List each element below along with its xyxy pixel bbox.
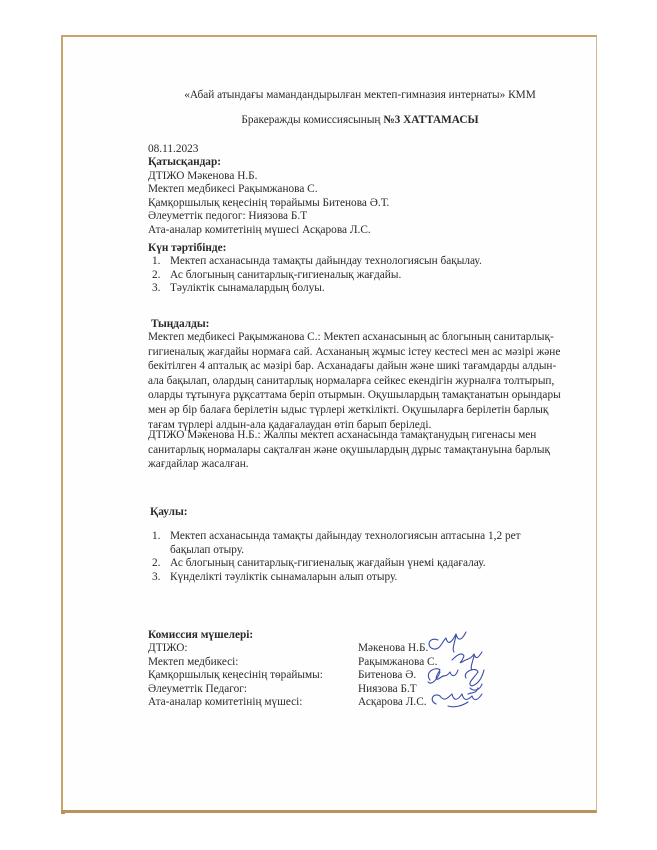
item-text: Ас блогының санитарлық-гигиеналық жағдайын үнемі қадағалау. [170, 557, 486, 570]
agenda-item [152, 282, 482, 296]
signatures [418, 622, 528, 722]
heard-heading: Тыңдалды: [151, 318, 210, 330]
member-role: ДТІЖО: [148, 642, 188, 654]
item-number: 3. [152, 282, 161, 295]
resolved-heading: Қаулы: [150, 506, 188, 518]
participants-section [148, 156, 389, 238]
agenda-heading: Күн тәртібінде: [148, 242, 227, 254]
item-text: Ас блогының санитарлық-гигиеналық жағдайы. [170, 268, 402, 281]
item-number: 2. [152, 268, 161, 281]
resolved-item [152, 557, 562, 571]
member-name: Асқарова Л.С. [358, 696, 427, 709]
member-role: Қамқоршылық кеңесінің төрайымы: [148, 669, 323, 682]
participants-heading: Қатысқандар: [148, 156, 222, 168]
item-text: Тәуліктік сынамалардың болуы. [170, 282, 325, 295]
participant: ДТІЖО Мәкенова Н.Б. [148, 169, 258, 182]
signature-2 [452, 652, 482, 670]
member-name: Битенова Ә. [358, 669, 417, 682]
item-text: Күнделікті тәуліктік сынамаларын алып отыру. [170, 570, 398, 583]
heard-paragraph: Мектеп медбикесі Рақымжанова С.: Мектеп асханасының ас блогының санитарлық-гигиеналық жағдайы нормаға сай. Асхананың жұмыс істеу кестесі мен ас мәзірі және бекітілген 4 апталық ас мәзірі бар. Асханадағы дайын және шикі тағамдарды алдын-ала бақылап, олардың санитарлық нормаларға сейкес екендігін журналға толтырып, оларды тұтынуға рұқсаттама беріп отырмын. Оқушылардың тамақтанатын орындары мен әр бір балаға берілетін ыдыс түрлері жеткілікті. Оқушыларға берілетін барлық тағам түрлері алдын-ала қадағалаудан өтіп барып беріледі. [148, 331, 561, 431]
participant: Ата-аналар комитетінің мүшесі Асқарова Л.С. [148, 223, 371, 236]
participant: Мектеп медбикесі Рақымжанова С. [148, 183, 318, 196]
signature-3 [428, 669, 458, 683]
member-name: Ниязова Б.Т [358, 682, 417, 695]
participant: Қамқоршылық кеңесінің төрайымы Битенова Ә.Т. [148, 196, 390, 209]
title-prefix: Бракеражды комиссиясының [241, 114, 384, 126]
item-text: Мектеп асханасында тамақты дайындау технологиясын бақылау. [170, 255, 482, 267]
resolved-item [152, 571, 562, 585]
item-text: Мектеп асханасында тамақты дайындау технологиясын аптасына 1,2 рет бақылап отыру. [170, 530, 521, 556]
item-number: 1. [152, 530, 161, 542]
participant: Әлеуметтік педогог: Ниязова Б.Т [148, 210, 308, 223]
members-heading: Комиссия мүшелері: [148, 629, 254, 641]
organization-name: «Абай атындағы мамандандырылған мектеп-гимназия интернаты» КММ [184, 89, 536, 101]
item-number: 2. [152, 557, 161, 570]
member-role: Әлеуметтік Педагог: [148, 682, 248, 695]
member-name: Рақымжанова С. [358, 655, 438, 668]
agenda-list [152, 255, 482, 296]
resolved-list [152, 530, 562, 584]
signature-1 [429, 632, 466, 652]
title-number: №3 ХАТТАМАСЫ [383, 114, 479, 126]
document-date: 08.11.2023 [148, 143, 199, 155]
item-number: 3. [152, 570, 161, 583]
member-role: Мектеп медбикесі: [148, 655, 239, 668]
agenda-item [152, 269, 482, 283]
member-role: Ата-аналар комитетінің мүшесі: [148, 696, 303, 709]
signature-5 [432, 694, 482, 707]
agenda-item [152, 255, 482, 269]
resolved-item [152, 530, 562, 557]
item-number: 1. [152, 255, 161, 267]
paper-edge [61, 810, 65, 814]
signature-4 [465, 670, 484, 694]
heard-paragraph: ДТІЖО Мәкенова Н.Б.: Жалпы мектеп асханасында тамақтанудың гигенасы мен санитарлық нормалары сақталған және оқушылардың дұрыс тамақтануына барлық жағдайлар жасалған. [148, 429, 550, 471]
document-title [60, 114, 657, 128]
member-name: Мәкенова Н.Б. [358, 642, 429, 654]
